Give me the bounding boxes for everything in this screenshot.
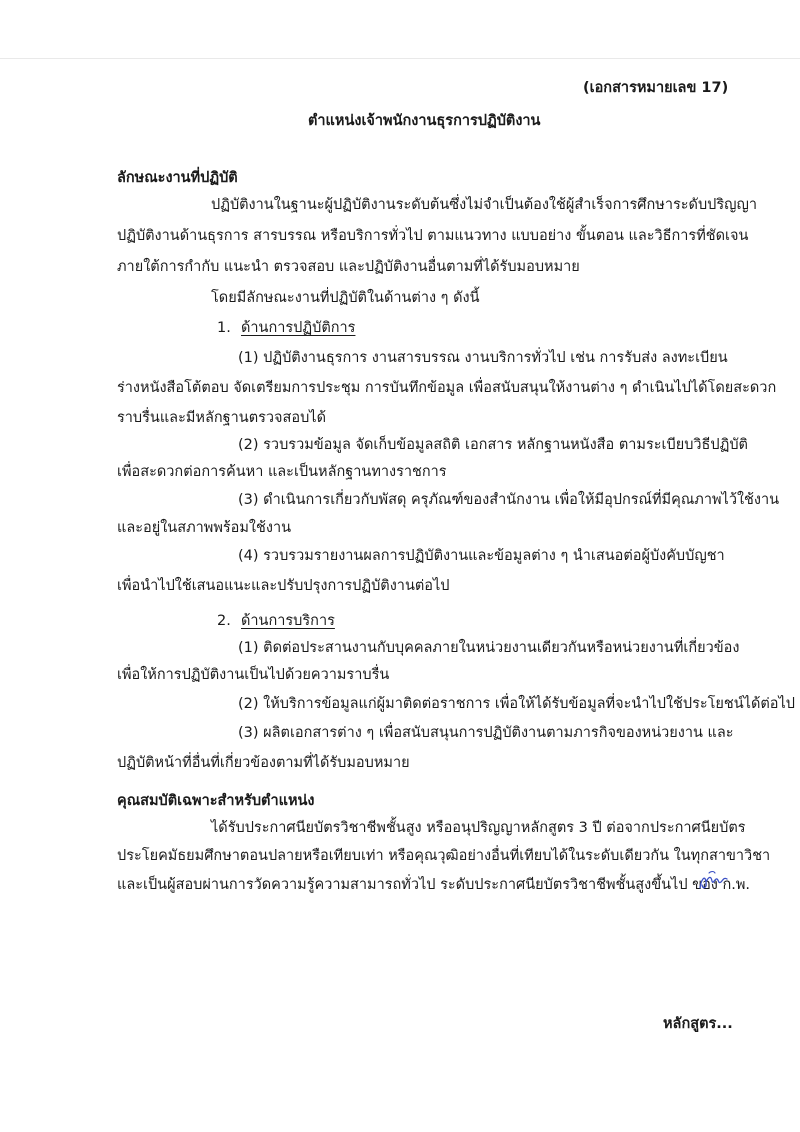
list-item-line: ปฏิบัติหน้าที่อื่นที่เกี่ยวข้องตามที่ได้รับมอบหมาย [117, 755, 410, 771]
list-item-line: (2) ให้บริการข้อมูลแก่ผู้มาติดต่อราชการ เพื่อให้ได้รับข้อมูลที่จะนำไปใช้ประโยชน์ได้ต่อไป [238, 696, 796, 712]
paragraph-line: ประโยคมัธยมศึกษาตอนปลายหรือเทียบเท่า หรือคุณวุฒิอย่างอื่นที่เทียบได้ในระดับเดียวกัน ในทุกสาขาวิชา [117, 848, 771, 864]
list-item-line: เพื่อสะดวกต่อการค้นหา และเป็นหลักฐานทางราชการ [117, 464, 447, 480]
intro-line: โดยมีลักษณะงานที่ปฏิบัติในด้านต่าง ๆ ดังนี้ [211, 290, 480, 306]
scan-edge-line [0, 58, 800, 59]
paragraph-line: ปฏิบัติงานในฐานะผู้ปฏิบัติงานระดับต้นซึ่งไม่จำเป็นต้องใช้ผู้สำเร็จการศึกษาระดับปริญญา [211, 197, 758, 213]
list-item-line: เพื่อนำไปใช้เสนอแนะและปรับปรุงการปฏิบัติงานต่อไป [117, 578, 450, 594]
list-item-line: และอยู่ในสภาพพร้อมใช้งาน [117, 520, 291, 536]
paragraph-line: ปฏิบัติงานด้านธุรการ สารบรรณ หรือบริการทั่วไป ตามแนวทาง แบบอย่าง ขั้นตอน และวิธีการที่ชัดเจน [117, 228, 749, 244]
section-heading-job-nature: ลักษณะงานที่ปฏิบัติ [117, 170, 238, 186]
list-item-line: เพื่อให้การปฏิบัติงานเป็นไปด้วยความราบรื่น [117, 667, 390, 683]
subsection-number: 2. [217, 613, 231, 629]
list-item-line: (1) ติดต่อประสานงานกับบุคคลภายในหน่วยงานเดียวกันหรือหน่วยงานที่เกี่ยวข้อง [238, 640, 740, 656]
subsection-title-operations: ด้านการปฏิบัติการ [241, 320, 356, 336]
paragraph-line: ภายใต้การกำกับ แนะนำ ตรวจสอบ และปฏิบัติงานอื่นตามที่ได้รับมอบหมาย [117, 259, 580, 275]
paragraph-line: และเป็นผู้สอบผ่านการวัดความรู้ความสามารถทั่วไป ระดับประกาศนียบัตรวิชาชีพชั้นสูงขึ้นไป ของ ก.พ. [117, 877, 751, 893]
paragraph-line: ได้รับประกาศนียบัตรวิชาชีพชั้นสูง หรืออนุปริญญาหลักสูตร 3 ปี ต่อจากประกาศนียบัตร [211, 820, 746, 836]
section-heading-qualifications: คุณสมบัติเฉพาะสำหรับตำแหน่ง [117, 793, 315, 809]
document-title: ตำแหน่งเจ้าพนักงานธุรการปฏิบัติงาน [308, 113, 541, 129]
list-item-line: (1) ปฏิบัติงานธุรการ งานสารบรรณ งานบริการทั่วไป เช่น การรับส่ง ลงทะเบียน [238, 350, 728, 366]
list-item-line: (2) รวบรวมข้อมูล จัดเก็บข้อมูลสถิติ เอกสาร หลักฐานหนังสือ ตามระเบียบวิธีปฏิบัติ [238, 437, 748, 453]
next-page-marker: หลักสูตร... [663, 1016, 733, 1032]
subsection-number: 1. [217, 320, 231, 336]
subsection-title-services: ด้านการบริการ [241, 613, 335, 629]
list-item-line: ราบรื่นและมีหลักฐานตรวจสอบได้ [117, 410, 327, 426]
list-item-line: (4) รวบรวมรายงานผลการปฏิบัติงานและข้อมูลต่าง ๆ นำเสนอต่อผู้บังคับบัญชา [238, 548, 725, 564]
document-number: (เอกสารหมายเลข 17) [583, 80, 729, 96]
handwritten-initials [697, 868, 731, 894]
list-item-line: (3) ดำเนินการเกี่ยวกับพัสดุ ครุภัณฑ์ของสำนักงาน เพื่อให้มีอุปกรณ์ที่มีคุณภาพไว้ใช้งาน [238, 492, 780, 508]
list-item-line: (3) ผลิตเอกสารต่าง ๆ เพื่อสนับสนุนการปฏิบัติงานตามภารกิจของหน่วยงาน และ [238, 725, 734, 741]
list-item-line: ร่างหนังสือโต้ตอบ จัดเตรียมการประชุม การบันทึกข้อมูล เพื่อสนับสนุนให้งานต่าง ๆ ดำเนินไปได้โดยสะดวก [117, 380, 777, 396]
